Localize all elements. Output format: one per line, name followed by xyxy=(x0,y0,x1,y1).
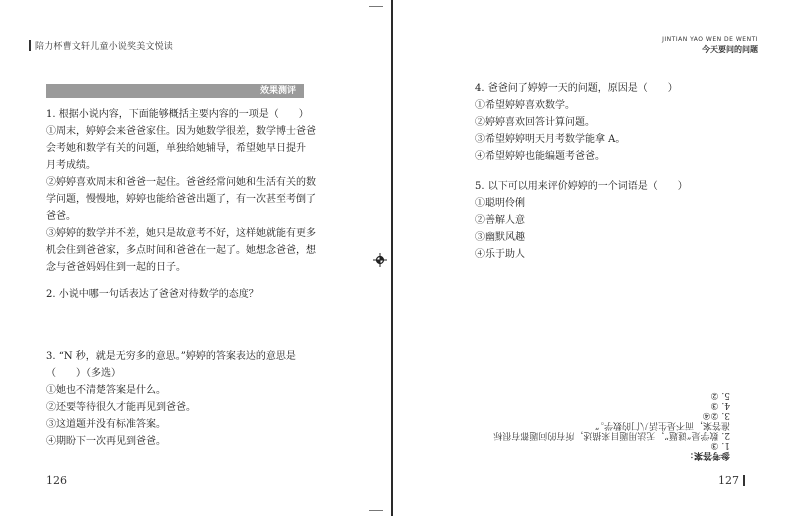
question-1-option-2-line-1: ②婷婷喜欢周末和爸爸一起住。爸爸经常问她和生活有关的数 xyxy=(46,177,316,188)
footer-bar-icon xyxy=(743,475,745,486)
question-3-option-4: ④期盼下一次再见到爸爸。 xyxy=(46,436,166,447)
right-header-english: JINTIAN YAO WEN DE WENTI xyxy=(662,36,758,43)
question-4-option-3: ③希望婷婷明天月考数学能拿 A。 xyxy=(475,134,626,145)
question-1-option-3-line-2: 机会住到爸爸家，多点时间和爸爸在一起了。她想念爸爸，想 xyxy=(46,245,316,256)
answer-item-1: 1. ③ xyxy=(710,440,730,450)
left-header-text: 陪力杯曹文轩儿童小说奖美文悦读 xyxy=(35,42,174,52)
section-title-banner: 效果测评 xyxy=(46,84,304,98)
left-page-number: 126 xyxy=(46,474,67,487)
question-4-option-4: ④希望婷婷也能编题考爸爸。 xyxy=(475,151,605,162)
question-5-option-2: ②善解人意 xyxy=(475,215,525,226)
question-1-option-2-line-3: 爸爸。 xyxy=(46,211,76,222)
question-3-stem-line-1: 3. “N 秒，就是无穷多的意思。”婷婷的答案表达的意思是 xyxy=(46,351,296,362)
header-bar-icon xyxy=(29,40,31,51)
question-5-option-1: ①聪明伶俐 xyxy=(475,198,525,209)
question-5-option-4: ④乐于助人 xyxy=(475,249,525,260)
question-5-option-3: ③幽默风趣 xyxy=(475,232,525,243)
crop-mark-icon xyxy=(369,510,383,511)
answer-item-3: 3. ②④ xyxy=(702,410,730,420)
question-3-option-2: ②还要等待很久才能再见到爸爸。 xyxy=(46,402,196,413)
question-1-option-2-line-2: 学问题，慢慢地，婷婷也能给爸爸出题了，有一次甚至考倒了 xyxy=(46,194,316,205)
answer-item-4: 4. ③ xyxy=(710,400,730,410)
answer-key-title: 参考答案： xyxy=(684,450,730,460)
question-3-option-1: ①她也不清楚答案是什么。 xyxy=(46,385,166,396)
right-page-number-block xyxy=(718,474,745,487)
left-running-header xyxy=(29,39,173,52)
question-1-option-1-line-1: ①周末，婷婷会来爸爸家住。因为她数学很差，数学博士爸爸 xyxy=(46,126,316,137)
question-5-stem: 5. 以下可以用来评价婷婷的一个词语是（ ） xyxy=(475,181,688,192)
question-1-option-3-line-1: ③婷婷的数学并不差，她只是故意考不好，这样她就能有更多 xyxy=(46,228,316,239)
answer-key-upside-down xyxy=(486,380,730,460)
question-3-stem-line-2: （ ）（多选） xyxy=(46,368,121,379)
question-4-stem: 4. 爸爸问了婷婷一天的问题，原因是（ ） xyxy=(475,83,678,94)
question-1-option-1-line-2: 会考她和数学有关的问题，单独给她辅导，希望她早日提升 xyxy=(46,143,306,154)
right-page-number: 127 xyxy=(718,474,739,487)
question-4-option-2: ②婷婷喜欢回答计算问题。 xyxy=(475,117,595,128)
right-running-header xyxy=(662,36,758,55)
left-page xyxy=(0,0,391,516)
crop-mark-icon xyxy=(369,6,383,7)
question-3-option-3: ③这道题并没有标准答案。 xyxy=(46,419,166,430)
question-1-stem: 1. 根据小说内容，下面能够概括主要内容的一项是（ ） xyxy=(46,109,309,120)
answer-item-2: 2. 数学是“谜题”，无法用题目来描述，所有的问题都有很标准答案，而不是生活八门的数学。” xyxy=(493,420,730,440)
question-4-option-1: ①希望婷婷喜欢数学。 xyxy=(475,100,575,111)
question-1-option-1-line-3: 月考成绩。 xyxy=(46,160,96,171)
question-2-stem: 2. 小说中哪一句话表达了爸爸对待数学的态度？ xyxy=(46,289,259,300)
question-1-option-3-line-3: 念与爸爸妈妈住到一起的日子。 xyxy=(46,262,186,273)
registration-mark-icon xyxy=(373,253,387,267)
answer-item-5: 5. ② xyxy=(710,390,730,400)
right-header-chinese: 今天要问的问题 xyxy=(702,45,758,54)
